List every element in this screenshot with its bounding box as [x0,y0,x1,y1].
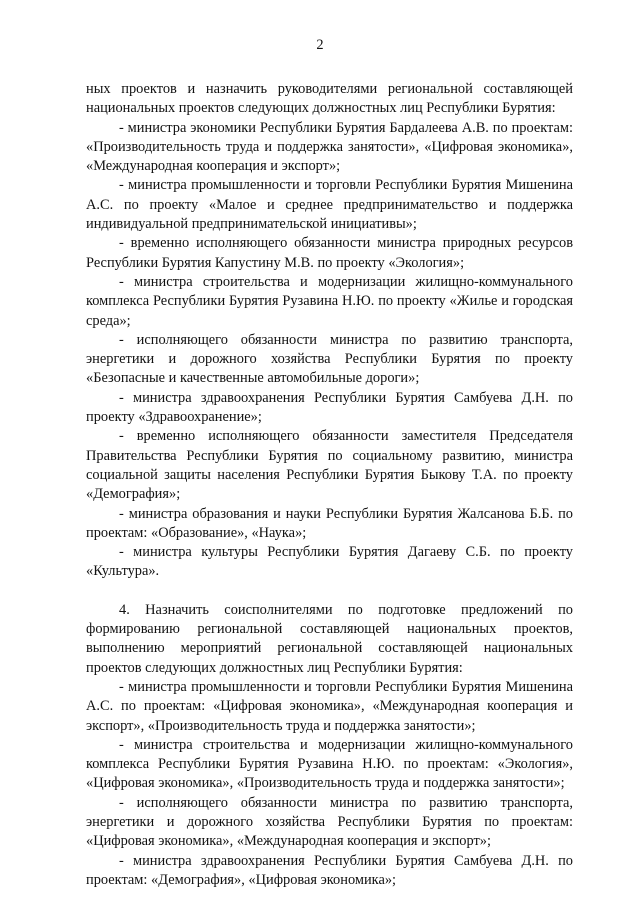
list-item-ministry-culture: - министра культуры Республики Бурятия Дагаеву С.Б. по проекту «Культура». [86,544,573,580]
list-item-ministry-construction: - министра строительства и модернизации жилищно-коммунального комплекса Республики Бурятия Рузавина Н.Ю. по проекту «Жилье и городская среда»; [86,273,573,329]
paragraph-continuation: ных проектов и назначить руководителями региональной составляющей национальных проектов следующих должностных лиц Республики Бурятия: [86,81,573,117]
document-body [86,80,573,890]
list-item-ministry-natural-resources: - временно исполняющего обязанности министра природных ресурсов Республики Бурятия Капустину М.В. по проекту «Экология»; [86,235,573,271]
page-number: 2 [316,37,324,53]
list-item-coexec-transport: - исполняющего обязанности министра по развитию транспорта, энергетики и дорожного хозяйства Республики Бурятия по проектам: «Цифровая экономика», «Международная кооперация и экспорт»; [86,794,573,850]
list-item-coexec-health: - министра здравоохранения Республики Бурятия Самбуева Д.Н. по проектам: «Демография», «Цифровая экономика»; [86,852,573,888]
list-item-ministry-transport: - исполняющего обязанности министра по развитию транспорта, энергетики и дорожного хозяйства Республики Бурятия по проекту «Безопасные и качественные автомобильные дороги»; [86,331,573,387]
paragraph-item-4: 4. Назначить соисполнителями по подготовке предложений по формированию региональной составляющей национальных проектов, выполнению мероприятий региональной составляющей национальных проектов следующих должностных лиц Республики Бурятия: [86,601,573,676]
list-item-coexec-construction: - министра строительства и модернизации жилищно-коммунального комплекса Республики Бурятия Рузавина Н.Ю. по проектам: «Экология», «Цифровая экономика», «Производительность труда и поддержка занятости»; [86,736,573,792]
list-item-ministry-economy: - министра экономики Республики Бурятия Бардалеева А.В. по проектам: «Производительность труда и поддержка занятости», «Цифровая экономика», «Международная кооперация и экспорт»; [86,119,573,175]
list-item-ministry-industry: - министра промышленности и торговли Республики Бурятия Мишенина А.С. по проекту «Малое и среднее предпринимательство и поддержка индивидуальной предпринимательской инициативы»; [86,177,573,233]
list-item-ministry-health: - министра здравоохранения Республики Бурятия Самбуева Д.Н. по проекту «Здравоохранение»; [86,389,573,426]
list-item-ministry-education: - министра образования и науки Республики Бурятия Жалсанова Б.Б. по проектам: «Образование», «Наука»; [86,505,573,541]
list-item-deputy-chairman-social: - временно исполняющего обязанности заместителя Председателя Правительства Республики Бурятия по социальному развитию, министра социальной защиты населения Республики Бурятия Быкову Т.А. по проекту «Демография»; [86,428,573,503]
list-item-coexec-industry: - министра промышленности и торговли Республики Бурятия Мишенина А.С. по проектам: «Цифровая экономика», «Международная кооперация и экспорт», «Производительность труда и поддержка занятости»; [86,678,573,734]
